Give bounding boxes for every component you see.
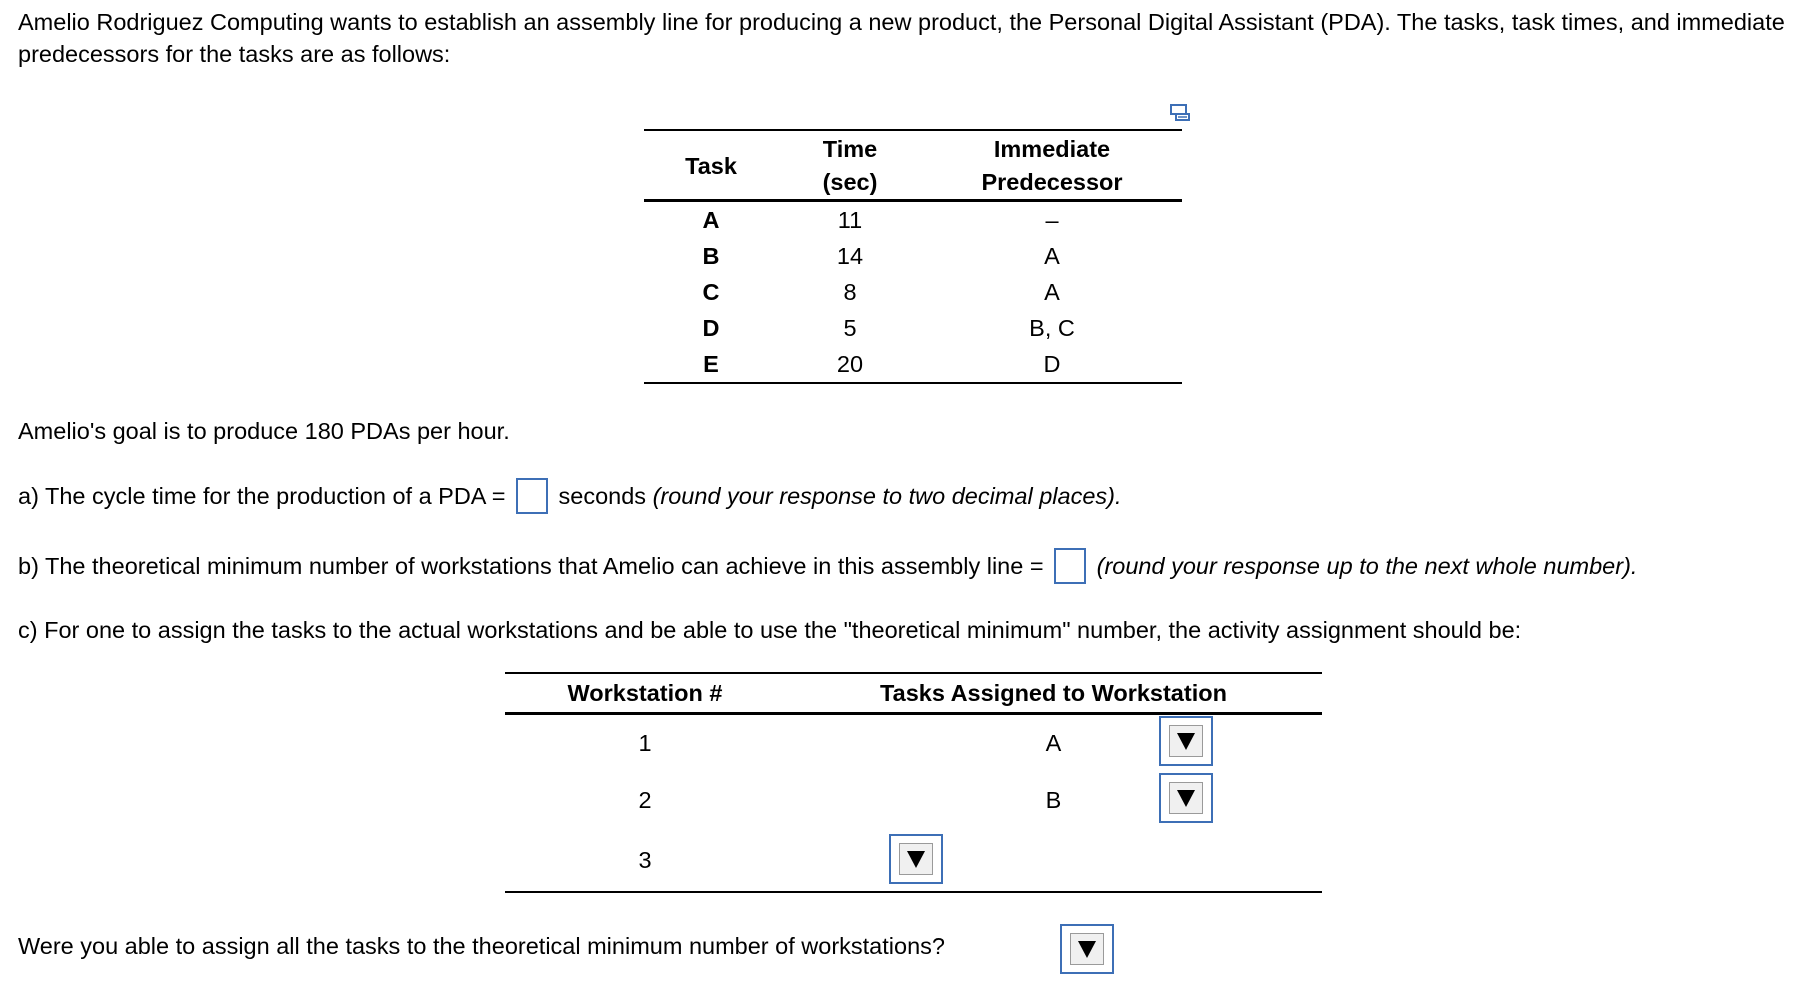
part-b: [18, 550, 1637, 586]
predecessor-cell: –: [1045, 206, 1059, 233]
table-row: [644, 346, 1182, 383]
task-cell: B: [702, 242, 720, 269]
part-b-hint: (round your response up to the next whole number).: [1096, 553, 1638, 580]
goal-statement: Amelio's goal is to produce 180 PDAs per hour.: [18, 418, 510, 444]
table-row: [644, 238, 1182, 274]
copy-table-icon[interactable]: [1169, 102, 1191, 124]
task-cell: C: [702, 278, 720, 305]
workstation-number-header: Workstation #: [505, 673, 785, 714]
time-cell: 20: [778, 346, 922, 383]
predecessor-cell: A: [1044, 278, 1060, 305]
time-cell: 11: [837, 206, 863, 233]
assign-all-tasks-dropdown[interactable]: [1060, 924, 1114, 974]
table-row: [644, 201, 1182, 239]
dropdown-arrow-icon[interactable]: [1169, 782, 1203, 814]
dropdown-arrow-icon[interactable]: [1169, 725, 1203, 757]
workstation-number-cell: 3: [505, 829, 785, 892]
tasks-assigned-cell: A: [1045, 730, 1062, 756]
problem-intro: Amelio Rodriguez Computing wants to establish an assembly line for producing a new product, the Personal Digital Assistant (PDA). The tasks, task times, and immediate predecessors for the tasks are as follows:: [18, 9, 1785, 67]
tasks-assigned-header: Tasks Assigned to Workstation: [785, 673, 1322, 714]
task-cell: D: [702, 314, 720, 341]
predecessor-cell: B, C: [1029, 314, 1075, 341]
time-cell: 5: [843, 314, 857, 341]
part-c-text: c) For one to assign the tasks to the actual workstations and be able to use the "theoretical minimum" number, the activity assignment should be:: [18, 617, 1522, 643]
table-row: [644, 310, 1182, 346]
part-a-hint: (round your response to two decimal places).: [652, 483, 1122, 510]
time-cell: 14: [836, 242, 864, 269]
part-a: [18, 480, 1122, 516]
task-cell: A: [702, 206, 720, 233]
dropdown-arrow-icon[interactable]: [899, 843, 933, 875]
workstation-number-cell: 2: [638, 787, 652, 813]
predecessor-cell: A: [1044, 242, 1060, 269]
tasks-assigned-cell: B: [1045, 787, 1062, 813]
time-cell: 8: [843, 278, 857, 305]
predecessor-header: Immediate Predecessor: [922, 130, 1182, 201]
time-header: Time (sec): [778, 130, 922, 201]
task-table: [644, 129, 1182, 384]
part-b-prefix: b) The theoretical minimum number of workstations that Amelio can achieve in this assembly line =: [18, 553, 1044, 580]
min-workstations-input[interactable]: [1054, 548, 1086, 584]
part-a-prefix: a) The cycle time for the production of a PDA =: [18, 483, 506, 510]
part-a-suffix: seconds: [558, 483, 647, 510]
workstation-table-header-row: [505, 673, 1322, 714]
workstation-2-task-dropdown[interactable]: [1159, 773, 1213, 823]
predecessor-cell: D: [922, 346, 1182, 383]
workstation-1-task-dropdown[interactable]: [1159, 716, 1213, 766]
tasks-assigned-cell: [785, 829, 1322, 892]
task-cell: E: [644, 346, 778, 383]
task-header: Task: [644, 130, 778, 201]
task-table-header-row: [644, 130, 1182, 201]
cycle-time-input[interactable]: [516, 478, 548, 514]
dropdown-arrow-icon[interactable]: [1070, 933, 1104, 965]
table-row: [644, 274, 1182, 310]
workstation-number-cell: 1: [638, 730, 652, 756]
workstation-3-task-dropdown[interactable]: [889, 834, 943, 884]
final-question: Were you able to assign all the tasks to the theoretical minimum number of workstations?: [18, 933, 945, 959]
